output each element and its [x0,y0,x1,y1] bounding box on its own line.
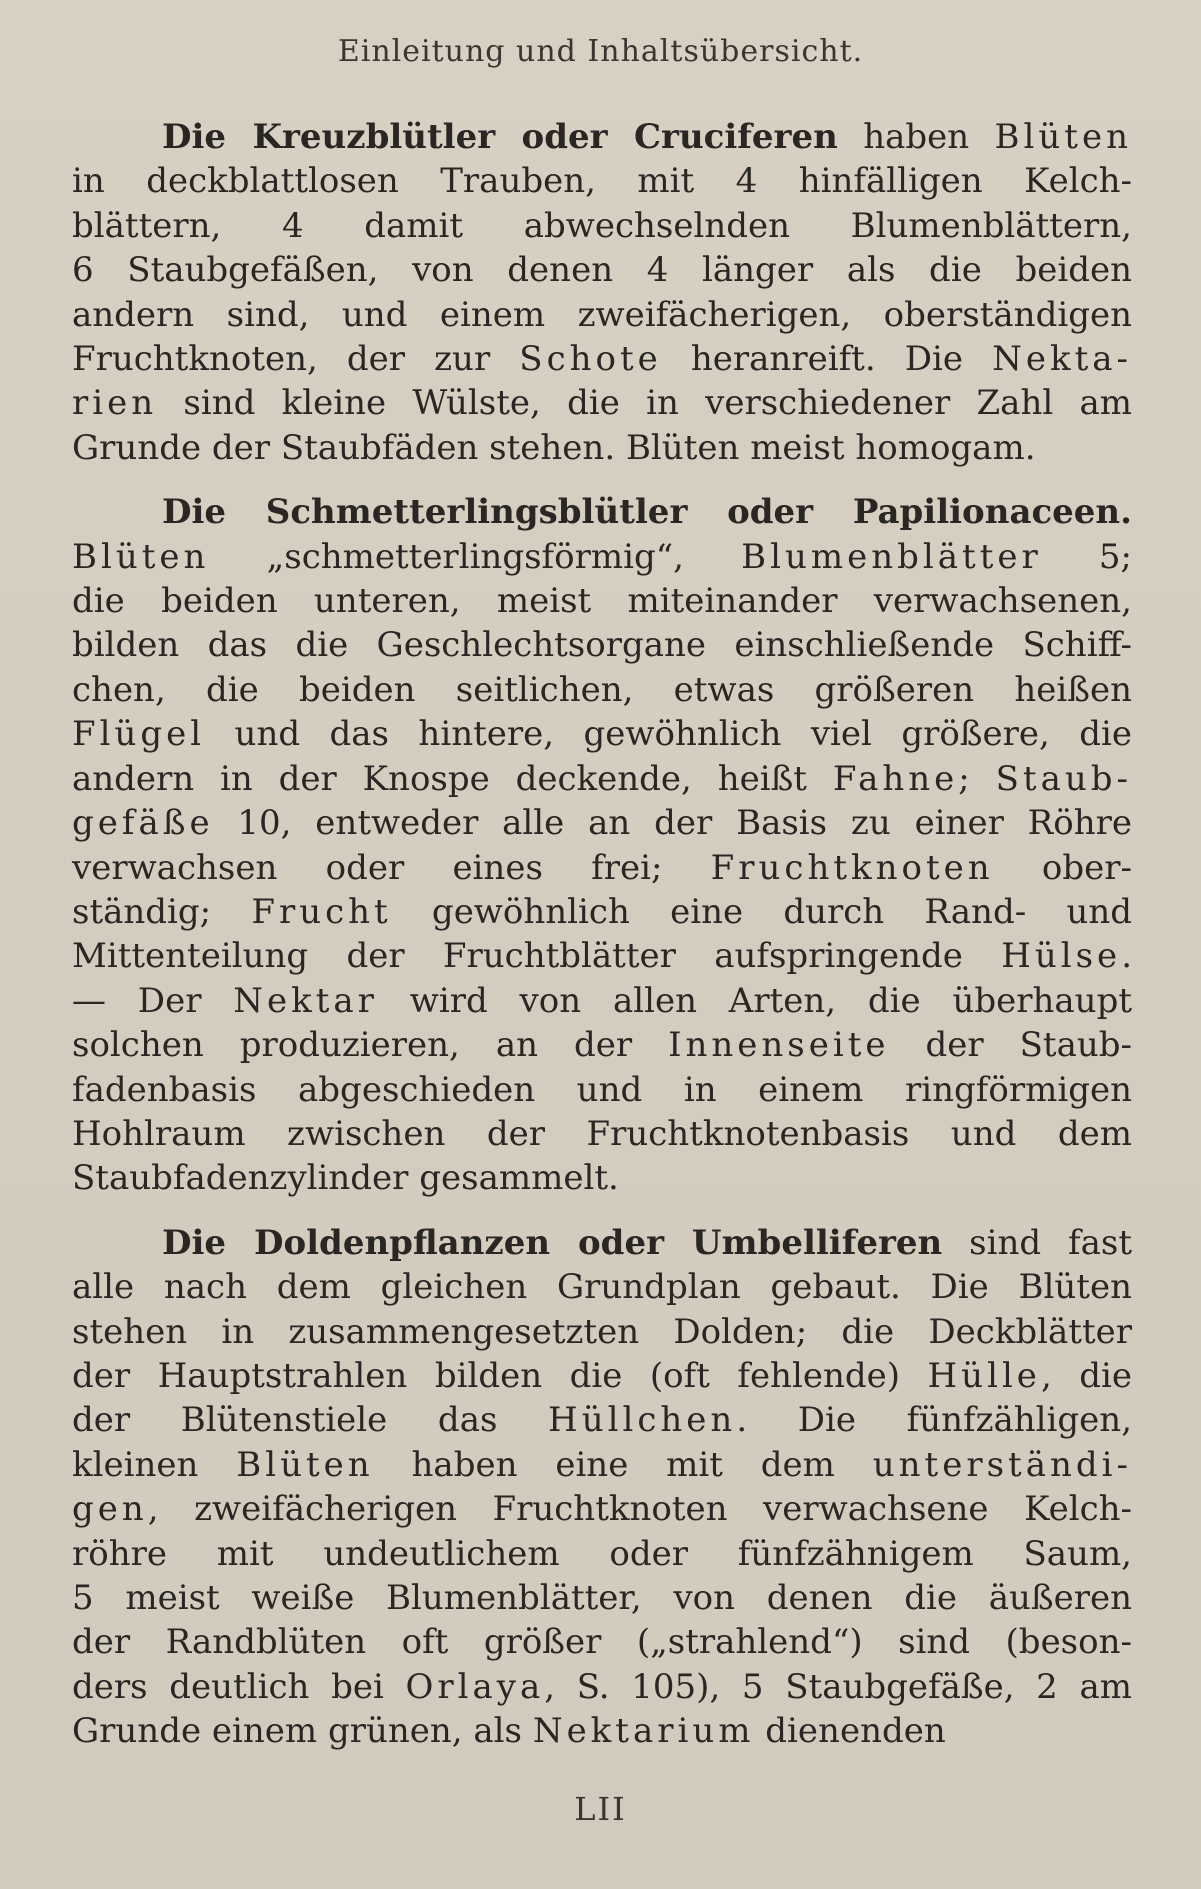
text-run: der Randblüten oft größer („strahlend“) sind (beson- [72,1622,1132,1663]
text-run: ; [958,758,996,799]
text-run: solchen produzieren, an der [72,1025,669,1066]
text-run: Grunde der Staubfäden stehen. Blüten meist homogam. [72,427,1036,468]
paragraph-papilionaceen [72,490,1132,1201]
text-line [72,1620,1132,1664]
text-line [72,248,1132,292]
text-run: andern sind, und einem zweifächerigen, oberständigen [72,294,1132,335]
paragraph-cruciferen [72,115,1132,470]
text-run: ders deutlich bei [72,1666,406,1707]
text-line [72,1709,1132,1753]
text-line [72,1221,1132,1265]
text-line [72,1068,1132,1112]
text-run: 5 meist weiße Blumenblätter, von denen die äußeren [72,1578,1132,1618]
text-run: . [1121,936,1132,977]
section-heading: Die Kreuzblütler oder Cruciferen [162,117,838,157]
spaced-emphasis: Nektarium [532,1711,755,1752]
text-run: röhre mit undeutlichem oder fünfzähnigem Saum, [72,1533,1132,1574]
text-run: der Hauptstrahlen bilden die (oft fehlende) [72,1355,928,1396]
text-run: Fruchtknoten, der zur [72,339,520,380]
text-run: bilden das die Geschlechtsorgane einschließende Schiff- [72,625,1132,666]
text-run: gewöhnlich eine durch Rand- und [391,891,1132,932]
text-line [72,426,1132,470]
text-run: fadenbasis abgeschieden und in einem ringförmigen [72,1069,1132,1110]
text-run: sind fast [942,1222,1132,1263]
spaced-emphasis: rien [72,383,158,424]
spaced-emphasis: Nekta- [992,339,1132,380]
text-run: verwachsen oder eines frei; [72,847,711,888]
spaced-emphasis: Schote [519,339,662,380]
spaced-emphasis: Hüllchen [548,1400,737,1441]
text-line [72,1487,1132,1531]
spaced-emphasis: Blumenblätter [741,536,1042,577]
text-run: 6 Staubgefäßen, von denen 4 länger als die beiden [72,250,1132,291]
text-line [72,1156,1132,1200]
text-run: Hohlraum zwischen der Fruchtknotenbasis und dem [72,1113,1132,1154]
text-run: ständig; [72,891,252,932]
text-line [72,934,1132,978]
text-run: — Der [72,980,234,1021]
section-heading: Die Schmetterlingsblütler oder Papilionaceen. [162,492,1132,533]
text-line [72,490,1132,534]
spaced-emphasis: unterständi- [872,1444,1132,1485]
text-run: haben [837,117,995,157]
text-run: ober- [993,847,1133,888]
text-line [72,159,1132,203]
body-text [72,115,1132,1774]
text-line [72,1443,1132,1487]
text-run: kleinen [72,1444,237,1485]
page-number: LII [574,1790,627,1828]
spaced-emphasis: Innenseite [668,1025,890,1066]
text-run: alle nach dem gleichen Grundplan gebaut. Die Blüten [72,1267,1132,1308]
spaced-emphasis: Blüten [236,1444,374,1485]
text-line [72,623,1132,667]
text-line [72,1665,1132,1709]
text-line [72,535,1132,579]
spaced-emphasis: Fruchtknoten [710,847,994,888]
text-line [72,1023,1132,1067]
spaced-emphasis: Orlaya [405,1666,545,1707]
text-run: , die [1040,1355,1133,1396]
text-run: andern in der Knospe deckende, heißt [72,758,833,799]
text-run: dienenden [754,1711,946,1752]
spaced-emphasis: Nektar [233,980,378,1021]
text-line [72,579,1132,623]
spaced-emphasis: gefäße [72,803,214,844]
text-run: Mittenteilung der Fruchtblätter aufspringende [72,936,1002,977]
text-run: und das hintere, gewöhnlich viel größere, die [205,714,1132,755]
text-line [72,1354,1132,1398]
text-line [72,757,1132,801]
spaced-emphasis: Hülle [927,1355,1041,1396]
paragraph-umbelliferen [72,1221,1132,1754]
text-run: 5; [1041,536,1132,577]
text-line [72,115,1132,159]
spaced-emphasis: Blüten [72,536,210,577]
spaced-emphasis: Staub- [995,758,1132,799]
text-run: 10, entweder alle an der Basis zu einer Röhre [213,803,1132,844]
text-line [72,1112,1132,1156]
text-line [72,1265,1132,1309]
text-run: stehen in zusammengesetzten Dolden; die Deckblätter [72,1311,1132,1352]
text-run: sind kleine Wülste, die in verschiedener Zahl am [157,383,1132,424]
text-run: chen, die beiden seitlichen, etwas größeren heißen [72,669,1132,710]
spaced-emphasis: gen [72,1489,148,1530]
running-head: Einleitung und Inhaltsübersicht. [337,34,864,69]
text-line [72,204,1132,248]
text-line [72,337,1132,381]
text-run: wird von allen Arten, die überhaupt [377,980,1132,1021]
text-line [72,979,1132,1023]
text-line [72,890,1132,934]
text-run: haben eine mit dem [373,1444,873,1485]
spaced-emphasis: Fahne [832,758,959,799]
text-line [72,1398,1132,1442]
text-line [72,846,1132,890]
text-line [72,293,1132,337]
text-run: heranreift. Die [661,339,993,380]
spaced-emphasis: Hülse [1001,936,1122,977]
text-line [72,1532,1132,1576]
spaced-emphasis: Frucht [251,891,392,932]
section-heading: Die Doldenpflanzen oder Umbelliferen [162,1222,943,1263]
spaced-emphasis: Blüten [994,117,1132,157]
text-run: „schmetterlingsförmig“, [209,536,742,577]
text-run: blättern, 4 damit abwechselnden Blumenblättern, [72,205,1132,246]
text-run: Grunde einem grünen, als [72,1711,533,1752]
text-run: , zweifächerigen Fruchtknoten verwachsene Kelch- [147,1489,1132,1530]
spaced-emphasis: Flügel [72,714,206,755]
text-line [72,801,1132,845]
text-run: . Die fünfzähligen, [736,1400,1133,1441]
text-run: der Blütenstiele das [72,1400,549,1441]
text-run: Staubfadenzylinder gesammelt. [72,1158,619,1199]
text-line [72,381,1132,425]
text-run: die beiden unteren, meist miteinander verwachsenen, [72,581,1132,622]
text-line [72,1576,1132,1620]
text-run: , S. 105), 5 Staubgefäße, 2 am [544,1666,1132,1707]
text-line [72,1310,1132,1354]
text-run: in deckblattlosen Trauben, mit 4 hinfälligen Kelch- [72,161,1132,202]
text-line [72,712,1132,756]
text-line [72,668,1132,712]
text-run: der Staub- [889,1025,1132,1066]
